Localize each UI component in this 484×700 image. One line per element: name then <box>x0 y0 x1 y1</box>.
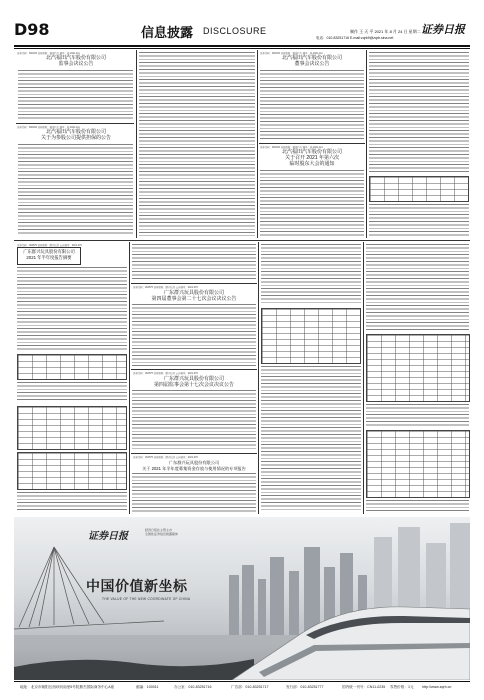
header-rule <box>14 45 470 47</box>
data-table <box>17 354 127 380</box>
section-divider <box>14 240 470 241</box>
advertisement-banner <box>14 517 470 680</box>
footer-ads: 广告部：010-83251717 <box>231 685 269 689</box>
stock-code-line: 证券代码：002575 证券简称：群兴玩具 公告编号：2021-070 <box>133 456 198 459</box>
page-number: D98 <box>14 20 50 39</box>
contact-line: 电话：010-83251716 E-mail:zqrb9@zqrb.sina.net <box>316 36 394 40</box>
header-rule-thin <box>14 48 470 49</box>
stock-code-line: 证券代码：600166 证券简称：福田汽车 编号：临 2021-111 <box>260 52 323 55</box>
notice-body-text <box>260 170 364 236</box>
data-table <box>261 308 361 364</box>
notice-body-text <box>261 366 361 512</box>
notice-divider <box>259 143 365 144</box>
issue-info: 制作 王 天 平 2021 年 8 月 24 日 星期二 <box>350 29 421 34</box>
page-header <box>0 0 484 46</box>
notice-body-text <box>366 244 469 330</box>
notice-title: 北汽福田汽车股份有限公司 董事会决议公告 <box>281 55 342 67</box>
stock-code-line: 证券代码：600166 证券简称：福田汽车 编号：临 2021-111 <box>17 52 80 55</box>
notice-title: 北汽福田汽车股份有限公司 关于召开 2021 年第六次 临时股东大会的通知 <box>281 149 342 167</box>
data-table <box>369 176 469 202</box>
masthead-logo: 证券日报 <box>421 23 465 36</box>
notice-body-text <box>17 267 127 351</box>
data-table <box>17 452 127 490</box>
stock-code-line: 证券代码：002575 证券简称：群兴玩具 公告编号：2021-070 <box>133 372 198 375</box>
ad-slogan: 中国价值新坐标 <box>86 579 188 595</box>
notice-body-text <box>139 52 255 236</box>
notice-divider <box>131 453 257 454</box>
notice-title: 广东群兴玩具股份有限公司 关于 2021 年半年度募集资金存放与使用情况的专项报告 <box>142 460 246 471</box>
notice-title-box <box>17 247 81 265</box>
footer-office: 办公室：010-83251716 <box>174 685 212 689</box>
notice-title: 广东群兴玩具股份有限公司 2021 年半年度报告摘要 <box>23 249 75 260</box>
stock-code-line: 证券代码：600166 证券简称：福田汽车 编号：临 2021-111 <box>17 126 80 129</box>
notice-body-text <box>369 52 469 172</box>
notice-title: 广东群兴玩具股份有限公司 第四届监事会第十七次会议决议公告 <box>153 376 234 388</box>
notice-body-text <box>18 144 133 236</box>
notice-divider <box>131 369 257 370</box>
column-divider <box>258 242 259 514</box>
ad-brand-tagline: 经济日报社主管主办 全国性证券信息披露媒体 <box>145 528 179 536</box>
footer-postcode: 邮编：100011 <box>136 685 159 689</box>
column-divider <box>136 50 137 238</box>
footer-print-code: 国内统一刊号：CN11-0235 <box>342 685 386 689</box>
column-divider <box>129 242 130 514</box>
notice-title: 北汽福田汽车股份有限公司 关于为参股公司提供担保的公告 <box>40 129 111 141</box>
column-divider <box>366 50 367 238</box>
section-title-en: DISCLOSURE <box>203 26 267 36</box>
notice-body-text <box>132 244 256 280</box>
notice-body-text <box>260 70 364 140</box>
data-table <box>17 406 127 450</box>
data-table <box>366 334 470 402</box>
data-table <box>366 430 470 498</box>
notice-body-text <box>18 70 133 120</box>
notice-divider <box>16 123 134 124</box>
notice-body-text <box>132 304 256 366</box>
notice-body-text <box>366 500 469 512</box>
column-divider <box>363 242 364 514</box>
stock-code-line: 证券代码：002575 证券简称：群兴玩具 公告编号：2021-070 <box>17 244 82 247</box>
section-title: 信息披露 <box>141 26 194 41</box>
footer-distribution: 发行部：010-83251777 <box>286 685 324 689</box>
notice-title: 北汽福田汽车股份有限公司 监事会决议公告 <box>45 55 106 67</box>
ad-slogan-en: THE VALUE OF THE NEW COORDINATE OF CHINA <box>102 597 191 601</box>
notice-body-text <box>17 382 127 402</box>
notice-body-text <box>132 473 256 512</box>
stock-code-line: 证券代码：600166 证券简称：福田汽车 编号：临 2021-111 <box>260 146 323 149</box>
notice-body-text <box>261 244 361 304</box>
footer-address: 地址：北京市朝阳区西坝河南里5号院鼎杰国际商务中心A座 <box>20 685 115 689</box>
column-divider <box>257 50 258 238</box>
notice-body-text <box>366 404 469 426</box>
stock-code-line: 证券代码：002575 证券简称：群兴玩具 公告编号：2021-070 <box>133 286 198 289</box>
footer-price: 零售价格：1元 <box>390 685 414 689</box>
notice-title: 广东群兴玩具股份有限公司 第四届董事会第二十七次会议决议公告 <box>151 290 237 302</box>
notice-body-text <box>17 492 127 512</box>
notice-body-text <box>369 204 469 236</box>
notice-body-text <box>132 390 256 450</box>
footer-website[interactable]: http://www.zqrb.cn <box>422 685 452 689</box>
ad-brand-logo: 证券日报 <box>88 531 128 542</box>
footer-rule <box>14 681 470 682</box>
page-footer <box>14 684 470 694</box>
ad-illustration <box>14 517 470 680</box>
notice-divider <box>131 283 257 284</box>
